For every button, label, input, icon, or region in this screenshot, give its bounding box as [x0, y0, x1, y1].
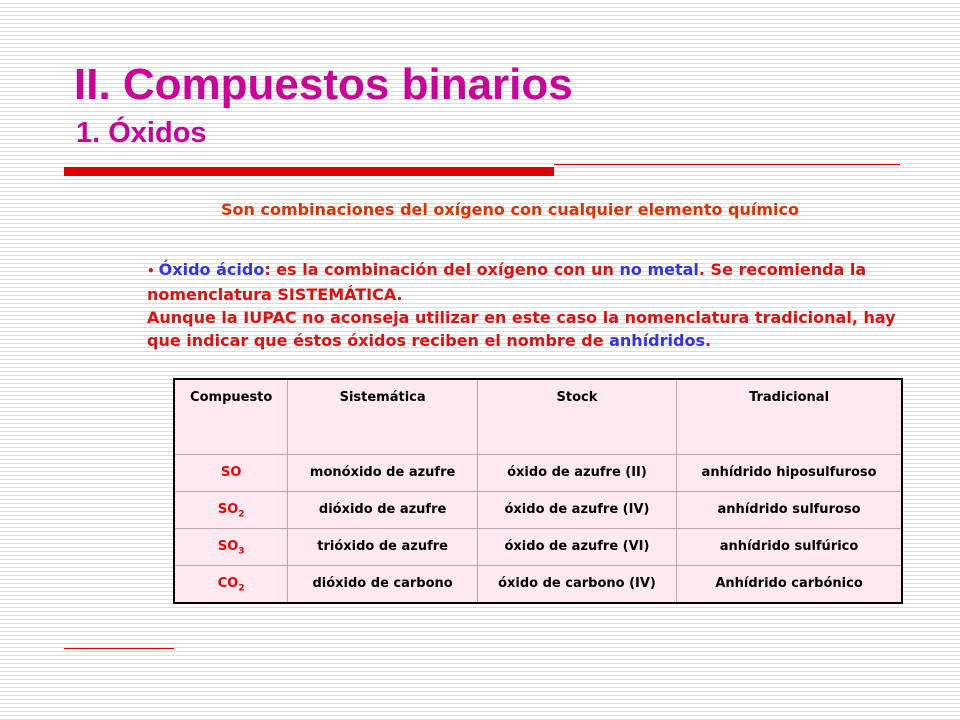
table-row	[174, 566, 902, 604]
formula-cell	[174, 566, 288, 604]
title-underline-bar	[64, 167, 554, 176]
formula-base: SO	[220, 465, 242, 480]
bullet-icon: •	[147, 264, 155, 278]
sistematica-cell: monóxido de azufre	[288, 455, 477, 492]
oxides-table	[173, 378, 903, 604]
tradicional-cell: anhídrido sulfuroso	[677, 492, 902, 529]
formula-subscript: 3	[238, 546, 245, 557]
stock-cell: óxido de azufre (VI)	[477, 529, 676, 566]
tradicional-cell: Anhídrido carbónico	[677, 566, 902, 604]
title-underline-line	[554, 164, 900, 165]
definition-text-3: Aunque la IUPAC no aconseja utilizar en este caso la nomenclatura tradicional, hay que indicar que éstos óxidos reciben el nombre de	[147, 308, 896, 350]
table-row	[174, 455, 902, 492]
formula-cell	[174, 455, 288, 492]
formula-base: SO	[217, 539, 239, 554]
term-anhidridos: anhídridos	[609, 331, 705, 350]
header-stock: Stock	[477, 379, 676, 455]
bottom-accent-line	[64, 648, 174, 649]
header-compuesto: Compuesto	[174, 379, 288, 455]
stock-cell: óxido de azufre (II)	[477, 455, 676, 492]
intro-text: Son combinaciones del oxígeno con cualquier elemento químico	[221, 200, 799, 219]
definition-text-1: es la combinación del oxígeno con un	[270, 260, 620, 279]
definition-text-2: . Se recomienda la nomenclatura SISTEMÁTICA.	[147, 260, 867, 304]
formula-base: CO	[217, 576, 239, 591]
definition-period: .	[704, 331, 712, 350]
slide-title: II. Compuestos binarios	[74, 60, 573, 109]
tradicional-cell: anhídrido sulfúrico	[677, 529, 902, 566]
stock-cell: óxido de carbono (IV)	[477, 566, 676, 604]
stock-cell: óxido de azufre (IV)	[477, 492, 676, 529]
formula-base: SO	[217, 502, 239, 517]
term-no-metal: no metal	[619, 260, 699, 279]
formula-subscript: 2	[238, 509, 245, 520]
table-row	[174, 529, 902, 566]
definition-paragraph	[147, 258, 907, 352]
header-sistematica: Sistemática	[288, 379, 477, 455]
formula-cell	[174, 529, 288, 566]
sistematica-cell: trióxido de azufre	[288, 529, 477, 566]
slide-subtitle: 1. Óxidos	[76, 117, 207, 149]
formula-cell	[174, 492, 288, 529]
tradicional-cell: anhídrido hiposulfuroso	[677, 455, 902, 492]
table-row	[174, 492, 902, 529]
formula-subscript: 2	[238, 583, 245, 594]
header-tradicional: Tradicional	[677, 379, 902, 455]
sistematica-cell: dióxido de carbono	[288, 566, 477, 604]
table-header-row	[174, 379, 902, 455]
term-oxido-acido: Óxido ácido	[158, 260, 265, 279]
sistematica-cell: dióxido de azufre	[288, 492, 477, 529]
term-colon: :	[264, 260, 271, 279]
